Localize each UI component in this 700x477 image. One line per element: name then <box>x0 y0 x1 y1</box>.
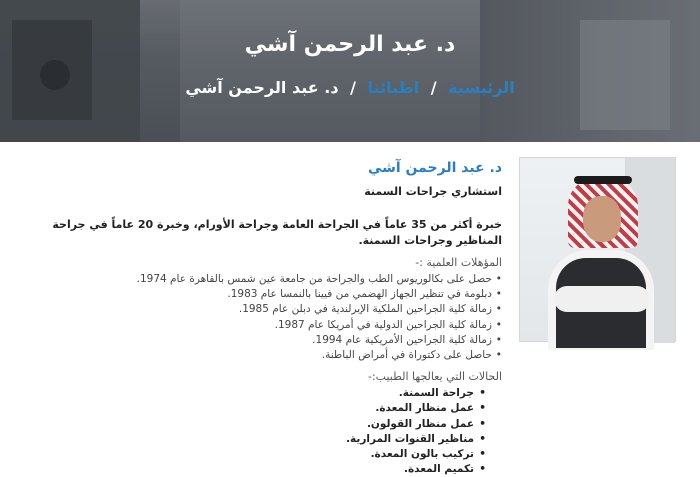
breadcrumb-separator: / <box>430 78 437 97</box>
conditions-list <box>42 386 502 477</box>
list-item: • زمالة كلية الجراحين الأمريكية عام 1994. <box>42 333 502 348</box>
list-item: • مناظير القنوات المرارية. <box>42 432 486 447</box>
doctor-specialty: استشاري جراحات السمنة <box>364 185 502 198</box>
breadcrumb <box>0 78 700 97</box>
breadcrumb-separator: / <box>350 78 356 97</box>
list-item: • جراحة السمنة. <box>42 386 486 401</box>
list-item: • عمل منظار المعدة. <box>42 401 486 416</box>
list-item: • زمالة كلية الجراحين الدولية في أمريكا عام 1987. <box>42 318 502 333</box>
qualifications-heading: المؤهلات العلمية :- <box>415 256 502 269</box>
qualifications-list <box>42 272 502 363</box>
breadcrumb-doctors-link[interactable]: اطبائنا <box>367 78 420 97</box>
list-item: • حصل على بكالوريوس الطب والجراحة من جامعة عين شمس بالقاهرة عام 1974. <box>42 272 502 287</box>
conditions-heading: الحالات التي يعالجها الطبيب:- <box>367 370 502 384</box>
list-item: • تكميم المعدة. <box>42 462 486 477</box>
hero-banner <box>0 0 700 142</box>
list-item: • دبلومة في تنظير الجهاز الهضمي من فيينا بالنمسا عام 1983. <box>42 287 502 302</box>
page-title: د. عبد الرحمن آشي <box>244 32 456 57</box>
breadcrumb-home-link[interactable]: الرئيسية <box>448 78 515 97</box>
list-item: • عمل منظار القولون. <box>42 417 486 432</box>
breadcrumb-current: د. عبد الرحمن آشي <box>185 78 339 97</box>
doctor-name: د. عبد الرحمن آشي <box>367 160 502 176</box>
list-item: • تركيب بالون المعدة. <box>42 447 486 462</box>
doctor-profile <box>42 157 502 477</box>
doctor-experience: خبرة أكثر من 35 عاماً في الجراحة العامة وجراحة الأورام، وخبرة 20 عاماً في جراحة المناظير وجراحات السمنة. <box>52 218 502 247</box>
doctor-photo <box>519 157 676 342</box>
list-item: • زمالة كلية الجراحين الملكية الإيرلندية في دبلن عام 1985. <box>42 302 502 317</box>
list-item: • حاصل على دكتوراة في أمراض الباطنة. <box>42 348 502 363</box>
